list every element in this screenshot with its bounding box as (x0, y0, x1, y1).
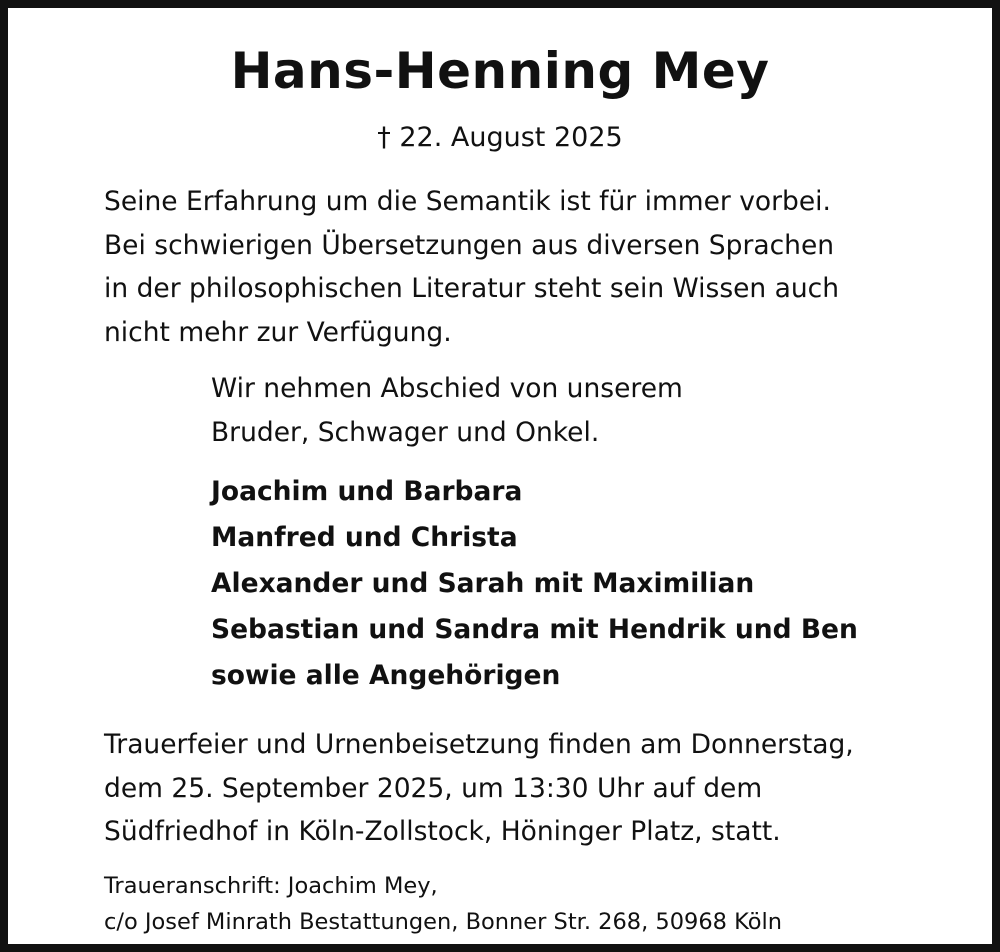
address-line: Traueranschrift: Joachim Mey, (104, 873, 438, 899)
deceased-name: Hans-Henning Mey (230, 42, 770, 100)
mourning-address (104, 868, 924, 940)
ceremony-line: Südfriedhof in Köln-Zollstock, Höninger Platz, statt. (104, 816, 781, 847)
mourner-entry: Alexander und Sarah mit Maximilian (211, 568, 755, 599)
farewell-statement (211, 367, 911, 455)
mourner-entry: Manfred und Christa (211, 522, 518, 553)
tribute-line: Bei schwierigen Übersetzungen aus diversen Sprachen (104, 229, 835, 261)
farewell-line: Wir nehmen Abschied von unserem (211, 373, 683, 404)
ceremony-line: Trauerfeier und Urnenbeisetzung finden am Donnerstag, (104, 729, 854, 760)
address-line: c/o Josef Minrath Bestattungen, Bonner Str. 268, 50968 Köln (104, 909, 783, 935)
tribute-line: nicht mehr zur Verfügung. (104, 316, 452, 348)
tribute-line: Seine Erfahrung um die Semantik ist für immer vorbei. (104, 186, 831, 217)
death-date: † 22. August 2025 (377, 122, 623, 153)
mourner-entry: Joachim und Barbara (211, 476, 523, 507)
mourners-list (211, 469, 931, 699)
ceremony-details (104, 723, 924, 854)
ceremony-line: dem 25. September 2025, um 13:30 Uhr auf dem (104, 772, 763, 804)
tribute-line: in der philosophischen Literatur steht sein Wissen auch (104, 273, 840, 304)
mourner-entry: sowie alle Angehörigen (211, 660, 561, 691)
farewell-line: Bruder, Schwager und Onkel. (211, 417, 600, 448)
tribute-paragraph (104, 180, 924, 354)
mourner-entry: Sebastian und Sandra mit Hendrik und Ben (211, 614, 858, 645)
